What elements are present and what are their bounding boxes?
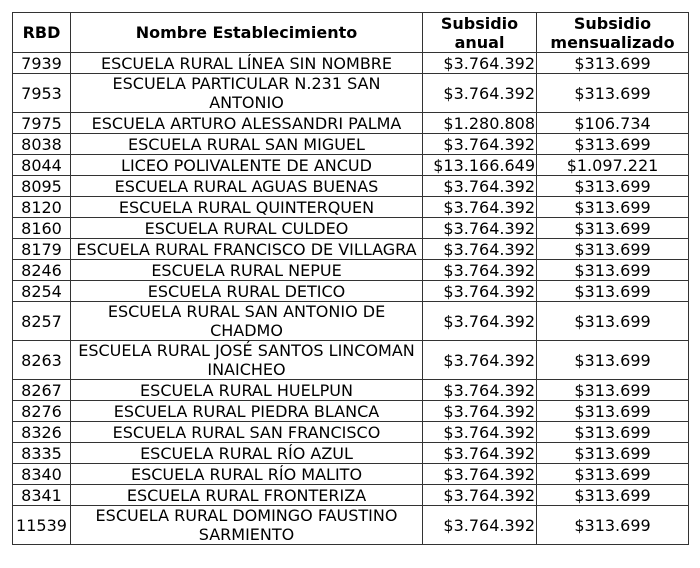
table-row bbox=[13, 176, 689, 197]
cell-rbd: 7953 bbox=[13, 74, 71, 113]
table-row bbox=[13, 239, 689, 260]
cell-rbd: 8263 bbox=[13, 341, 71, 380]
table-row bbox=[13, 155, 689, 176]
cell-rbd: 7939 bbox=[13, 53, 71, 74]
cell-rbd: 8120 bbox=[13, 197, 71, 218]
table-row bbox=[13, 134, 689, 155]
cell-rbd: 8254 bbox=[13, 281, 71, 302]
cell-nombre: ESCUELA RURAL JOSÉ SANTOS LINCOMAN INAICHEO bbox=[71, 341, 423, 380]
column-header-anual: Subsidio anual bbox=[423, 13, 537, 53]
table-row bbox=[13, 53, 689, 74]
cell-nombre: ESCUELA RURAL QUINTERQUEN bbox=[71, 197, 423, 218]
cell-rbd: 8246 bbox=[13, 260, 71, 281]
table-row bbox=[13, 401, 689, 422]
table-body bbox=[13, 53, 689, 545]
table-row bbox=[13, 260, 689, 281]
cell-nombre: ESCUELA RURAL FRANCISCO DE VILLAGRA bbox=[71, 239, 423, 260]
cell-mensual: $313.699 bbox=[537, 302, 689, 341]
cell-mensual: $313.699 bbox=[537, 239, 689, 260]
table-row bbox=[13, 380, 689, 401]
cell-mensual: $313.699 bbox=[537, 281, 689, 302]
cell-rbd: 8179 bbox=[13, 239, 71, 260]
cell-nombre: ESCUELA PARTICULAR N.231 SAN ANTONIO bbox=[71, 74, 423, 113]
cell-nombre: ESCUELA RURAL DETICO bbox=[71, 281, 423, 302]
cell-nombre: LICEO POLIVALENTE DE ANCUD bbox=[71, 155, 423, 176]
table-row bbox=[13, 281, 689, 302]
cell-mensual: $313.699 bbox=[537, 485, 689, 506]
column-header-mensual: Subsidio mensualizado bbox=[537, 13, 689, 53]
cell-anual: $3.764.392 bbox=[423, 260, 537, 281]
table-row bbox=[13, 74, 689, 113]
cell-anual: $3.764.392 bbox=[423, 134, 537, 155]
cell-mensual: $313.699 bbox=[537, 197, 689, 218]
cell-nombre: ESCUELA RURAL PIEDRA BLANCA bbox=[71, 401, 423, 422]
cell-anual: $1.280.808 bbox=[423, 113, 537, 134]
cell-mensual: $313.699 bbox=[537, 260, 689, 281]
cell-mensual: $313.699 bbox=[537, 53, 689, 74]
cell-mensual: $106.734 bbox=[537, 113, 689, 134]
cell-rbd: 8276 bbox=[13, 401, 71, 422]
cell-nombre: ESCUELA RURAL SAN FRANCISCO bbox=[71, 422, 423, 443]
table-row bbox=[13, 422, 689, 443]
cell-rbd: 8038 bbox=[13, 134, 71, 155]
cell-anual: $3.764.392 bbox=[423, 422, 537, 443]
cell-mensual: $313.699 bbox=[537, 176, 689, 197]
cell-anual: $3.764.392 bbox=[423, 281, 537, 302]
cell-mensual: $313.699 bbox=[537, 74, 689, 113]
cell-mensual: $313.699 bbox=[537, 134, 689, 155]
subsidy-table bbox=[12, 12, 689, 545]
table-row bbox=[13, 341, 689, 380]
cell-rbd: 8095 bbox=[13, 176, 71, 197]
cell-anual: $3.764.392 bbox=[423, 239, 537, 260]
cell-anual: $3.764.392 bbox=[423, 197, 537, 218]
cell-mensual: $313.699 bbox=[537, 443, 689, 464]
cell-rbd: 8257 bbox=[13, 302, 71, 341]
table-row bbox=[13, 506, 689, 545]
cell-mensual: $313.699 bbox=[537, 506, 689, 545]
cell-rbd: 8335 bbox=[13, 443, 71, 464]
cell-anual: $3.764.392 bbox=[423, 485, 537, 506]
cell-rbd: 8340 bbox=[13, 464, 71, 485]
cell-rbd: 8341 bbox=[13, 485, 71, 506]
cell-anual: $3.764.392 bbox=[423, 341, 537, 380]
column-header-nombre: Nombre Establecimiento bbox=[71, 13, 423, 53]
cell-mensual: $1.097.221 bbox=[537, 155, 689, 176]
cell-mensual: $313.699 bbox=[537, 218, 689, 239]
cell-anual: $3.764.392 bbox=[423, 218, 537, 239]
cell-rbd: 8267 bbox=[13, 380, 71, 401]
cell-anual: $13.166.649 bbox=[423, 155, 537, 176]
cell-rbd: 11539 bbox=[13, 506, 71, 545]
cell-nombre: ESCUELA ARTURO ALESSANDRI PALMA bbox=[71, 113, 423, 134]
cell-anual: $3.764.392 bbox=[423, 176, 537, 197]
cell-anual: $3.764.392 bbox=[423, 506, 537, 545]
table-row bbox=[13, 485, 689, 506]
cell-nombre: ESCUELA RURAL LÍNEA SIN NOMBRE bbox=[71, 53, 423, 74]
cell-nombre: ESCUELA RURAL FRONTERIZA bbox=[71, 485, 423, 506]
table-row bbox=[13, 443, 689, 464]
cell-anual: $3.764.392 bbox=[423, 302, 537, 341]
cell-anual: $3.764.392 bbox=[423, 464, 537, 485]
cell-nombre: ESCUELA RURAL DOMINGO FAUSTINO SARMIENTO bbox=[71, 506, 423, 545]
cell-rbd: 8160 bbox=[13, 218, 71, 239]
cell-anual: $3.764.392 bbox=[423, 53, 537, 74]
table-row bbox=[13, 464, 689, 485]
cell-anual: $3.764.392 bbox=[423, 443, 537, 464]
cell-nombre: ESCUELA RURAL CULDEO bbox=[71, 218, 423, 239]
cell-nombre: ESCUELA RURAL RÍO AZUL bbox=[71, 443, 423, 464]
cell-rbd: 8326 bbox=[13, 422, 71, 443]
cell-nombre: ESCUELA RURAL SAN MIGUEL bbox=[71, 134, 423, 155]
cell-nombre: ESCUELA RURAL AGUAS BUENAS bbox=[71, 176, 423, 197]
cell-mensual: $313.699 bbox=[537, 341, 689, 380]
table-header-row bbox=[13, 13, 689, 53]
cell-mensual: $313.699 bbox=[537, 401, 689, 422]
cell-anual: $3.764.392 bbox=[423, 401, 537, 422]
column-header-rbd: RBD bbox=[13, 13, 71, 53]
table-row bbox=[13, 218, 689, 239]
cell-mensual: $313.699 bbox=[537, 380, 689, 401]
cell-nombre: ESCUELA RURAL RÍO MALITO bbox=[71, 464, 423, 485]
table-row bbox=[13, 302, 689, 341]
cell-nombre: ESCUELA RURAL NEPUE bbox=[71, 260, 423, 281]
table-row bbox=[13, 113, 689, 134]
cell-nombre: ESCUELA RURAL SAN ANTONIO DE CHADMO bbox=[71, 302, 423, 341]
cell-rbd: 7975 bbox=[13, 113, 71, 134]
cell-rbd: 8044 bbox=[13, 155, 71, 176]
table-row bbox=[13, 197, 689, 218]
cell-anual: $3.764.392 bbox=[423, 380, 537, 401]
cell-mensual: $313.699 bbox=[537, 464, 689, 485]
cell-mensual: $313.699 bbox=[537, 422, 689, 443]
cell-nombre: ESCUELA RURAL HUELPUN bbox=[71, 380, 423, 401]
cell-anual: $3.764.392 bbox=[423, 74, 537, 113]
